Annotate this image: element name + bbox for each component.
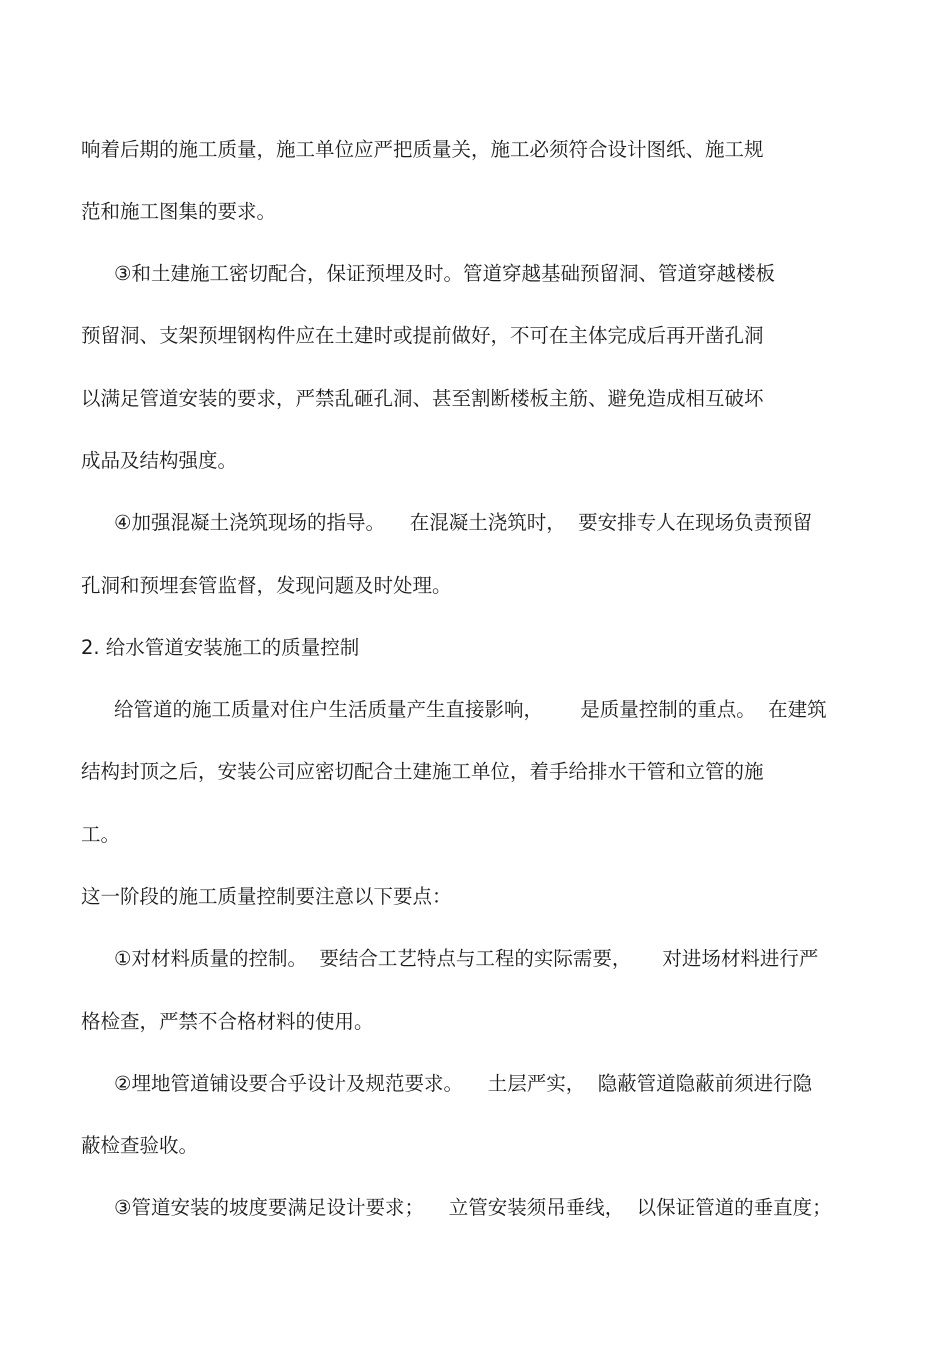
text-line: ④加强混凝土浇筑现场的指导。 在混凝土浇筑时， 要安排专人在现场负责预留	[114, 511, 813, 534]
text-line: 成品及结构强度。	[81, 449, 238, 472]
text-line: ②埋地管道铺设要合乎设计及规范要求。 土层严实， 隐蔽管道隐蔽前须进行隐	[114, 1072, 813, 1095]
text-line: 这一阶段的施工质量控制要注意以下要点：	[81, 885, 452, 908]
text-line: 预留洞、支架预埋钢构件应在土建时或提前做好，不可在主体完成后再开凿孔洞	[81, 324, 764, 347]
section-heading: 2. 给水管道安装施工的质量控制	[81, 636, 360, 659]
text-line: 响着后期的施工质量，施工单位应严把质量关，施工必须符合设计图纸、施工规	[81, 138, 764, 161]
text-line: 结构封顶之后，安装公司应密切配合土建施工单位，着手给排水干管和立管的施	[81, 760, 764, 783]
text-line: 工。	[81, 823, 121, 846]
text-line: 以满足管道安装的要求，严禁乱砸孔洞、甚至割断楼板主筋、避免造成相互破坏	[81, 387, 764, 410]
text-line: 格检查，严禁不合格材料的使用。	[81, 1010, 374, 1033]
text-line: 范和施工图集的要求。	[81, 200, 277, 223]
text-line: 孔洞和预埋套管监督，发现问题及时处理。	[81, 574, 452, 597]
text-line: ①对材料质量的控制。 要结合工艺特点与工程的实际需要， 对进场材料进行严	[114, 947, 819, 970]
text-line: 蔽检查验收。	[81, 1134, 199, 1157]
text-line: ③和土建施工密切配合，保证预埋及时。管道穿越基础预留洞、管道穿越楼板	[114, 262, 775, 285]
text-line: 给管道的施工质量对住户生活质量产生直接影响， 是质量控制的重点。 在建筑	[114, 698, 827, 721]
text-line: ③管道安装的坡度要满足设计要求； 立管安装须吊垂线， 以保证管道的垂直度；	[114, 1196, 832, 1219]
